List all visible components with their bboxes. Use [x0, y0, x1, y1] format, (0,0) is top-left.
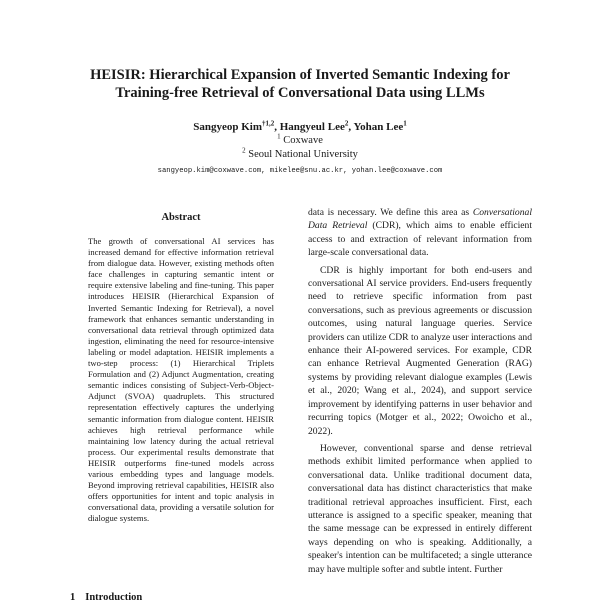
author-3: Yohan Lee: [353, 121, 404, 133]
paragraph-continued: [308, 206, 532, 260]
section-title: Introduction: [85, 592, 143, 600]
author-1-sup: †1,2: [262, 119, 275, 128]
paragraph-1-post: (CDR), which aims to enable efficient access to and extraction of relevant information from large-scale conversational data.: [308, 220, 532, 259]
title-line-1: HEISIR: Hierarchical Expansion of Inverted Semantic Indexing for: [90, 67, 510, 83]
affiliation-1-sup: 1: [277, 132, 281, 141]
author-3-sup: 1: [403, 119, 407, 128]
cdr-term: Conversational Data Retrieval: [308, 207, 532, 232]
abstract-heading: Abstract: [161, 212, 201, 223]
paper-title: [60, 66, 540, 102]
title-line-2: Training-free Retrieval of Conversational Data using LLMs: [115, 85, 485, 101]
affiliation-1-name: Coxwave: [283, 135, 323, 146]
affiliation-2: [60, 148, 540, 162]
paragraph-1-pre: data is necessary. We define this area as: [308, 207, 473, 218]
author-sep-1: ,: [274, 121, 280, 133]
author-2-sup: 2: [344, 119, 349, 128]
right-column-text: [308, 206, 532, 576]
affiliation-2-name: Seoul National University: [248, 149, 358, 160]
author-2: Hangyeul Lee: [279, 121, 345, 133]
affiliation-1: [60, 134, 540, 148]
paragraph-2: CDR is highly important for both end-users and conversational AI service providers. End-users frequently need to retrieve specific information from past conversations, such as previous agreements or discussion outcomes, using natural language queries. Service providers can utilize CDR to analyze user interactions and enhance their AI-powered services. For example, CDR can enhance Retrieval Augmented Generation (RAG) systems by providing relevant dialogue examples (Lewis et al., 2020; Wang et al., 2024), and support service improvement by identifying patterns in user behavior and recurring topics (Motger et al., 2022; Owoicho et al., 2022).: [308, 264, 532, 437]
author-1: Sangyeop Kim: [193, 121, 262, 133]
section-number: 1: [70, 592, 76, 600]
author-emails: sangyeop.kim@coxwave.com, mikelee@snu.ac.kr, yohan.lee@coxwave.com: [157, 167, 443, 175]
affiliation-2-sup: 2: [242, 146, 246, 155]
abstract-text: The growth of conversational AI services has increased demand for effective information retrieval from dialogue data. However, existing methods often face challenges in capturing semantic intent or require extensive labeling and fine-tuning. This paper introduces HEISIR (Hierarchical Expansion of Inverted Semantic Indexing for Retrieval), a novel framework that enhances semantic understanding in conversational data retrieval through optimized data ingestion, eliminating the need for resource-intensive labeling or model adaptation. HEISIR implements a two-step process: (1) Hierarchical Triplets Formulation and (2) Adjunct Augmentation, creating semantic indices consisting of Subject-Verb-Object-Adjunct (SVOA) quadruplets. This structured representation effectively captures the underlying semantic information from dialogue content. HEISIR achieves high retrieval performance while maintaining low latency during the actual retrieval process. Our experimental results demonstrate that HEISIR outperforms fine-tuned models across various embedding types and language models. Beyond improving retrieval capabilities, HEISIR also offers opportunities for intent and topic analysis in conversational data, providing a versatile solution for dialogue systems.: [88, 236, 274, 524]
paragraph-3: However, conventional sparse and dense retrieval methods exhibit limited performance when applied to conversational data. Unlike traditional document data, conversational data has distinct characteristics that make traditional retrieval approaches insufficient. First, each utterance is assigned to a specific speaker, meaning that the same message can be expressed in entirely different ways depending on who is speaking. Additionally, a speaker's intention can be multifaceted; a single utterance may have multiple softer and subtle intent. Further: [308, 442, 532, 575]
author-names: [60, 120, 540, 134]
author-sep-2: ,: [348, 121, 354, 133]
section-heading-introduction: [70, 592, 142, 600]
author-block: [60, 120, 540, 176]
